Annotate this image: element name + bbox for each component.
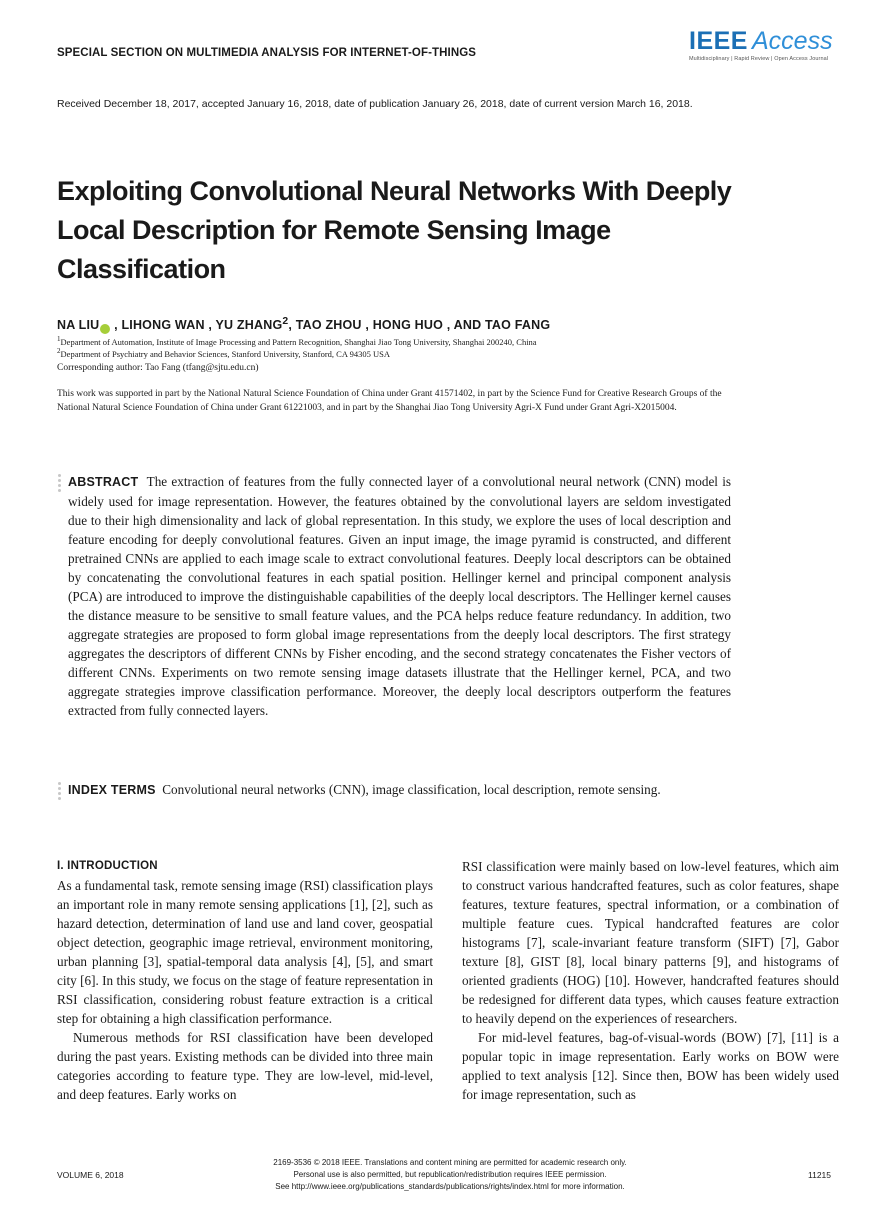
footer-copyright [180, 1157, 720, 1193]
paper-title: Exploiting Convolutional Neural Networks With Deeply Local Description for Remote Sensing Image Classification [57, 176, 732, 284]
paragraph: For mid-level features, bag-of-visual-words (BOW) [7], [11] is a popular topic in image representation. Early works on BOW were applied to text analysis [12]. Since then, BOW has been widely used for image representation, such as [462, 1030, 839, 1102]
footer-page-number: 11215 [808, 1170, 832, 1180]
author-name: NA LIU [57, 318, 100, 333]
paragraph: Numerous methods for RSI classification have been developed during the past years. Existing methods can be divided into three main categories according to feature type. They are low-level, mid-level, and deep features. Early works on [57, 1030, 433, 1102]
index-terms-marker [58, 782, 62, 802]
affiliation-text: Department of Automation, Institute of Image Processing and Pattern Recognition, Shanghai Jiao Tong University, Shanghai 200240, China [60, 336, 537, 347]
author-name: , TAO ZHOU [288, 318, 362, 333]
index-terms-label: INDEX TERMS [68, 783, 156, 797]
author-name: , AND TAO FANG [446, 318, 551, 333]
footer-line: Personal use is also permitted, but republication/redistribution requires IEEE permission. [293, 1170, 607, 1179]
footer-line: See http://www.ieee.org/publications_standards/publications/rights/index.html for more information. [275, 1182, 625, 1191]
logo-tagline: Multidisciplinary | Rapid Review | Open Access Journal [689, 56, 829, 62]
author-list [57, 316, 550, 334]
index-terms [68, 780, 731, 800]
abstract-text: The extraction of features from the fully connected layer of a convolutional neural network (CNN) model is widely used for image representation. However, the features obtained by the convolutional layers are seldom investigated due to their high dimensionality and lack of global representation. In this study, we explore the uses of local description and feature encoding for deeply convolutional features. Given an input image, the image pyramid is constructed, and different pretrained CNNs are applied to each image scale to extract convolutional features. Deeply local descriptors can be obtained by concatenating the convolutional features in each spatial position. Hellinger kernel and principal component analysis (PCA) are introduced to improve the distinguishable capabilities of the deeply local descriptors. The Hellinger kernel causes the distance measure to be sensitive to small feature values, and the PCA helps reduce feature redundancy. In addition, two aggregate strategies are proposed to form global image representations from the deeply local descriptors. The first strategy aggregates the descriptors of different CNNs by Fisher encoding, and the second strategy concatenates the Fisher vectors of different CNNs. Experiments on two remote sensing image datasets illustrate that the Hellinger kernel, PCA, and two aggregate strategies improve classification performance. Moreover, the deeply local descriptors outperform the features extracted from fully connected layers. [68, 474, 732, 718]
corresponding-author: Corresponding author: Tao Fang (tfang@sjtu.edu.cn) [57, 363, 259, 373]
paragraph: As a fundamental task, remote sensing image (RSI) classification plays an important role in many remote sensing applications [1], [2], such as hazard detection, determination of land use and land cover, geospatial object detection, geographic image retrieval, environment monitoring, urban planning [3], spatial-temporal data analysis [4], [5], and smart city [6]. In this study, we focus on the stage of feature representation in RSI classification, considering robust feature extraction is a critical step for obtaining a high classification performance. [57, 878, 433, 1026]
section-header: SPECIAL SECTION ON MULTIMEDIA ANALYSIS FOR INTERNET-OF-THINGS [57, 47, 477, 59]
author-name: , HONG HUO [365, 318, 444, 333]
funding-statement: This work was supported in part by the National Natural Science Foundation of China under Grant 41571402, in part by the Science Fund for Creative Research Groups of the National Natural Science Foundation of China under Grant 61221003, and in part by the Shanghai Jiao Tong University Agri-X Fund under Grant Agri-X2015004. [57, 389, 722, 413]
affiliation-sup: 2 [57, 347, 61, 355]
column-left [57, 857, 433, 1104]
affiliation-text: Department of Psychiatry and Behavior Sciences, Stanford University, Stanford, CA 94305 USA [60, 348, 391, 359]
author-name: , LIHONG WAN [114, 318, 205, 333]
abstract-label: ABSTRACT [68, 475, 139, 489]
footer-volume: VOLUME 6, 2018 [57, 1170, 124, 1180]
abstract [68, 472, 731, 720]
logo-access-text: Access [751, 27, 833, 55]
affiliation [57, 345, 390, 360]
index-terms-text: Convolutional neural networks (CNN), image classification, local description, remote sensing. [162, 782, 661, 797]
paragraph: RSI classification were mainly based on low-level features, which aim to construct various handcrafted features, such as color features, shape features, texture features, spectral information, or a combination of multiple feature cues. Typical handcrafted features are color histograms [7], scale-invariant feature transform (SIFT) [7], Gabor texture [8], GIST [8], local binary patterns [9], and histograms of oriented gradients (HOG) [10]. However, handcrafted features should be redesigned for different data types, which causes feature extraction to heavily depend on the experiences of researchers. [462, 859, 839, 1026]
publication-dates: Received December 18, 2017, accepted January 16, 2018, date of publication January 26, 2018, date of current version March 16, 2018. [57, 98, 693, 110]
affiliation-sup: 1 [57, 335, 61, 343]
ieee-access-logo [689, 27, 839, 62]
author-name: , YU ZHANG [208, 318, 283, 333]
author-affiliation-sup: 2 [282, 316, 289, 327]
section-heading: I. INTRODUCTION [57, 860, 158, 872]
logo-ieee-text: IEEE [689, 27, 748, 55]
column-right [462, 857, 839, 1104]
footer-line: 2169-3536 © 2018 IEEE. Translations and content mining are permitted for academic research only. [273, 1158, 627, 1167]
abstract-marker [58, 474, 62, 494]
